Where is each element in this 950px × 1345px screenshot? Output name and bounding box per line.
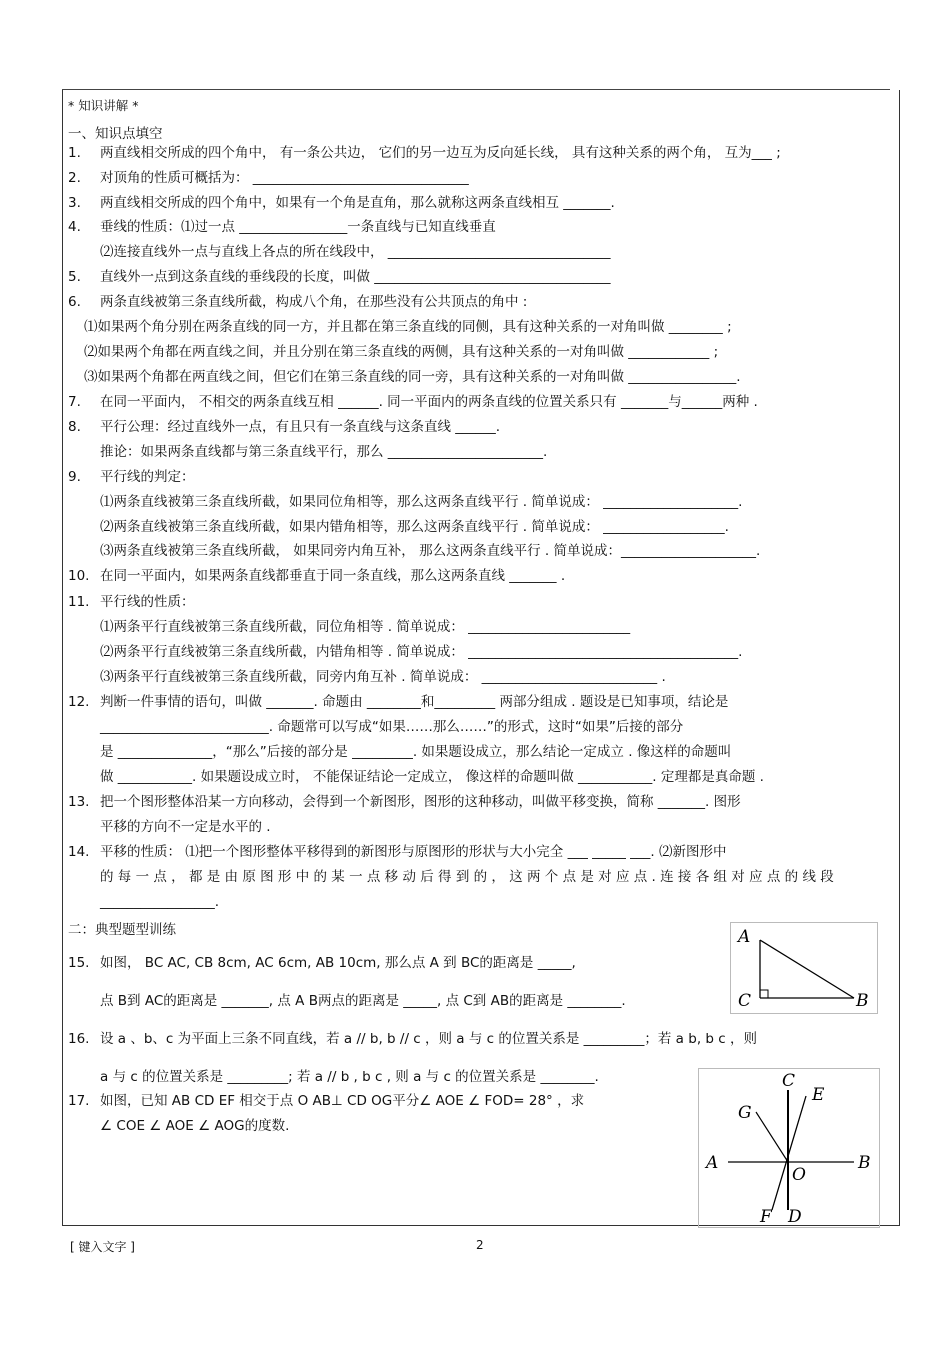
problem-text: a 与 c 的位置关系是 _________; 若 a // b , b c , 则 a 与 c 的位置关系是 ________. [100,1069,599,1085]
page-heading: * 知识讲解 * [68,98,139,113]
problem-text: ∠ COE ∠ AOE ∠ AOG的度数. [100,1118,290,1134]
item-text: 把一个图形整体沿某一方向移动，会得到一个新图形，图形的这种移动，叫做平移变换，简称 _______. 图形 [100,794,741,810]
item-number: 10. [68,568,90,584]
item-text: _________________________. 命题常可以写成“如果……那么……”的形式，这时“如果”后接的部分 [100,719,684,735]
label-b: B [858,1153,871,1173]
item-text: 在同一平面内，如果两条直线都垂直于同一条直线，那么这两条直线 _______ . [100,568,566,584]
item-text: 做 ___________. 如果题设成立时， 不能保证结论一定成立， 像这样的命题叫做 ___________. 定理都是真命题 . [100,769,764,785]
item-number: 11. [68,594,90,610]
item-number: 9. [68,469,81,485]
item-number: 12. [68,694,90,710]
problem-number: 17. [68,1093,90,1109]
label-e: E [812,1085,825,1105]
item-text: ⑵连接直线外一点与直线上各点的所在线段中， _________________________________ [100,244,611,260]
item-text: ⑴如果两个角分别在两条直线的同一方，并且都在第三条直线的同侧，具有这种关系的一对角叫做 ________ ; [84,319,732,335]
problem-text: 如图， BC AC, CB 8cm, AC 6cm, AB 10cm, 那么点 A 到 BC的距离是 _____, [100,955,576,971]
ray-og [756,1112,788,1162]
item-text: ⑶如果两个角都在两直线之间，但它们在第三条直线的同一旁，具有这种关系的一对角叫做 ________________. [84,369,741,385]
item-number: 7. [68,394,81,410]
item-number: 8. [68,419,81,435]
item-text: ⑶两条直线被第三条直线所截， 如果同旁内角互补， 那么这两条直线平行 . 简单说成：____________________. [100,543,761,559]
item-number: 13. [68,794,90,810]
section-title-2: 二：典型题型训练 [68,922,176,938]
problem-text: 点 B到 AC的距离是 _______, 点 A B两点的距离是 _____, 点 C到 AB的距离是 ________. [100,993,626,1009]
problem-text: 如图，已知 AB CD EF 相交于点 O AB⊥ CD OG平分∠ AOE ∠ FOD= 28° ，求 [100,1093,585,1109]
item-number: 6. [68,294,81,310]
item-text: 平移的性质： ⑴把一个图形整体平移得到的新图形与原图形的形状与大小完全 ___ _____ ___. ⑵新图形中 [100,844,727,860]
item-text: 平行线的判定： [100,469,195,485]
item-number: 3. [68,195,81,211]
item-number: 2. [68,170,81,186]
right-angle-mark [760,990,768,998]
item-text: 平行线的性质： [100,594,195,610]
item-text: ⑵如果两个角都在两直线之间，并且分别在第三条直线的两侧，具有这种关系的一对角叫做 ____________ ; [84,344,719,360]
item-text: 直线外一点到这条直线的垂线段的长度，叫做 ___________________________________ [100,269,611,285]
item-text: ⑶两条平行直线被第三条直线所截，同旁内角互补 . 简单说成： __________________________ . [100,669,666,685]
intersecting-lines-figure [698,1068,880,1228]
item-number: 14. [68,844,90,860]
item-text: _________________. [100,894,220,910]
item-text: 推论：如果两条直线都与第三条直线平行，那么 _______________________. [100,444,548,460]
label-c: C [782,1071,796,1091]
label-d: D [788,1207,802,1227]
label-c: C [738,991,752,1011]
problem-number: 16. [68,1031,90,1047]
item-text: ⑴两条平行直线被第三条直线所截，同位角相等 . 简单说成： ________________________ [100,619,631,635]
item-text: 垂线的性质：⑴过一点 ________________一条直线与已知直线垂直 [100,219,496,235]
item-number: 4. [68,219,81,235]
label-a: A [706,1153,719,1173]
problem-number: 15. [68,955,90,971]
item-text: 判断一件事情的语句，叫做 _______. 命题由 ________和_________ 两部分组成 . 题设是已知事项，结论是 [100,694,729,710]
triangle-figure [730,922,878,1014]
item-text: 两直线相交所成的四个角中， 有一条公共边， 它们的另一边互为反向延长线， 具有这种关系的两个角， 互为___ ; [100,145,781,161]
label-o: O [792,1165,806,1185]
item-text: 是 ______________，“那么”后接的部分是 _________. 如果题设成立，那么结论一定成立 . 像这样的命题叫 [100,744,732,760]
item-text: ⑵两条平行直线被第三条直线所截，内错角相等 . 简单说成： ________________________________________. [100,644,743,660]
item-text: 对顶角的性质可概括为： ________________________________ [100,170,469,186]
item-text: ⑴两条直线被第三条直线所截，如果同位角相等，那么这两条直线平行 . 简单说成： ____________________. [100,494,743,510]
item-text: 的 每 一 点 ， 都 是 由 原 图 形 中 的 某 一 点 移 动 后 得 到 的 ， 这 两 个 点 是 对 应 点 . 连 接 各 组 对 应 点 的 线 段 [100,869,834,885]
label-f: F [760,1207,772,1227]
item-text: ⑵两条直线被第三条直线所截，如果内错角相等，那么这两条直线平行 . 简单说成： __________________. [100,519,729,535]
item-text: 两直线相交所成的四个角中，如果有一个角是直角，那么就称这两条直线相互 _______. [100,195,615,211]
label-b: B [856,991,869,1011]
item-number: 1. [68,145,81,161]
item-text: 两条直线被第三条直线所截，构成八个角，在那些没有公共顶点的角中 : [100,294,528,310]
item-text: 平行公理：经过直线外一点，有且只有一条直线与这条直线 ______. [100,419,501,435]
section-title-1: 一、知识点填空 [68,126,163,142]
item-text: 在同一平面内， 不相交的两条直线互相 ______. 同一平面内的两条直线的位置关系只有 _______与______两种 . [100,394,758,410]
label-a: A [738,927,751,947]
label-g: G [738,1103,752,1123]
item-text: 平移的方向不一定是水平的 . [100,819,271,835]
footer-placeholder: [ 键入文字 ] [70,1240,135,1254]
item-number: 5. [68,269,81,285]
problem-text: 设 a 、b、c 为平面上三条不同直线，若 a // b, b // c ，则 a 与 c 的位置关系是 _________；若 a b, b c ，则 [100,1031,757,1047]
segment-ab [760,940,854,998]
page-number: 2 [476,1238,484,1252]
